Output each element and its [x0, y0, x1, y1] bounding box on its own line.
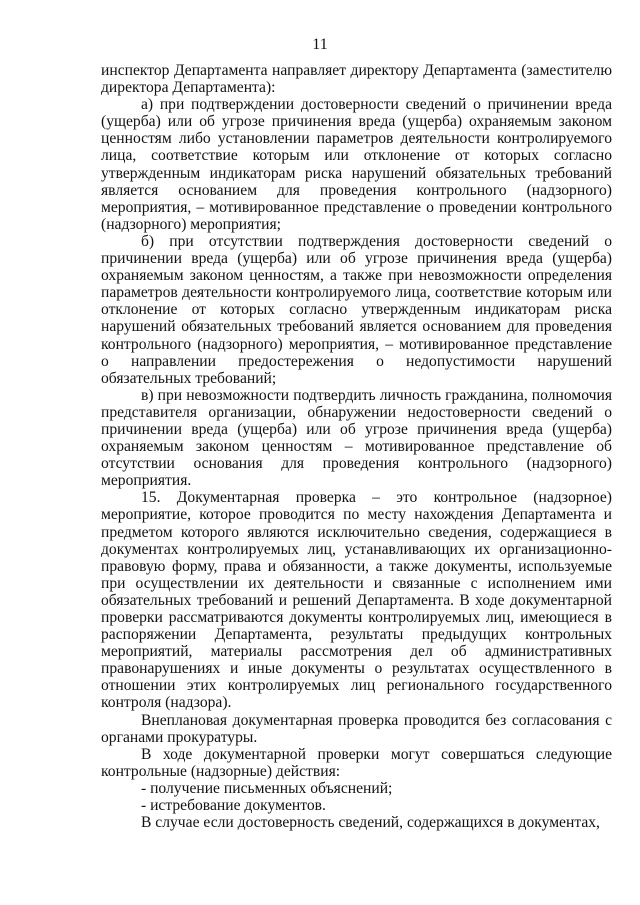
- paragraph-intro: инспектор Департамента направляет директору Департамента (заместителю директора Департамента):: [101, 62, 612, 97]
- page-number: 11: [312, 36, 328, 53]
- paragraph-unscheduled-check: Внеплановая документарная проверка проводится без согласования с органами прокуратуры.: [101, 711, 612, 746]
- paragraph-actions-intro: В ходе документарной проверки могут совершаться следующие контрольные (надзорные) действия:: [101, 745, 612, 780]
- paragraph-section-15: 15. Документарная проверка – это контрольное (надзорное) мероприятие, которое проводится по месту нахождения Департамента и предметом которого являются исключительно сведения, содержащиеся в документах контролируемых лиц, устанавливающих их организационно-правовую форму, права и обязанности, а также документы, используемые при осуществлении их деятельности и связанные с исполнением ими обязательных требований и решений Департамента. В ходе документарной проверки рассматриваются документы контролируемых лиц, имеющиеся в распоряжении Департамента, результаты предыдущих контрольных мероприятий, материалы рассмотрения дел об административных правонарушениях и иные документы о результатах осуществленного в отношении этих контролируемых лиц регионального государственного контроля (надзора).: [101, 489, 612, 712]
- list-item-explanations: - получение письменных объяснений;: [141, 779, 393, 797]
- paragraph-item-a: а) при подтверждении достоверности сведений о причинении вреда (ущерба) или об угрозе причинения вреда (ущерба) охраняемым законом ценностям либо установлении параметров деятельности контролируемого лица, соответствие которым или отклонение от которых согласно утвержденным индикаторам риска нарушений обязательных требований является основанием для проведения контрольного (надзорного) мероприятия, – мотивированное представление о проведении контрольного (надзорного) мероприятия;: [101, 96, 612, 233]
- paragraph-continuation: В случае если достоверность сведений, содержащихся в документах,: [141, 814, 600, 832]
- document-body: [101, 62, 612, 831]
- paragraph-item-b: б) при отсутствии подтверждения достоверности сведений о причинении вреда (ущерба) или об угрозе причинения вреда (ущерба) охраняемым законом ценностям, а также при невозможности определения параметров деятельности контролируемого лица, соответствие которым или отклонение от которых согласно утвержденным индикаторам риска нарушений обязательных требований является основанием для проведения контрольного (надзорного) мероприятия, – мотивированное представление о направлении предостережения о недопустимости нарушений обязательных требований;: [101, 232, 612, 387]
- paragraph-item-v: в) при невозможности подтвердить личность гражданина, полномочия представителя организации, обнаружении недостоверности сведений о причинении вреда (ущерба) или об угрозе причинения вреда (ущерба) охраняемым законом ценностям – мотивированное представление об отсутствии основания для проведения контрольного (надзорного) мероприятия.: [101, 386, 612, 490]
- list-item-documents: - истребование документов.: [141, 797, 326, 815]
